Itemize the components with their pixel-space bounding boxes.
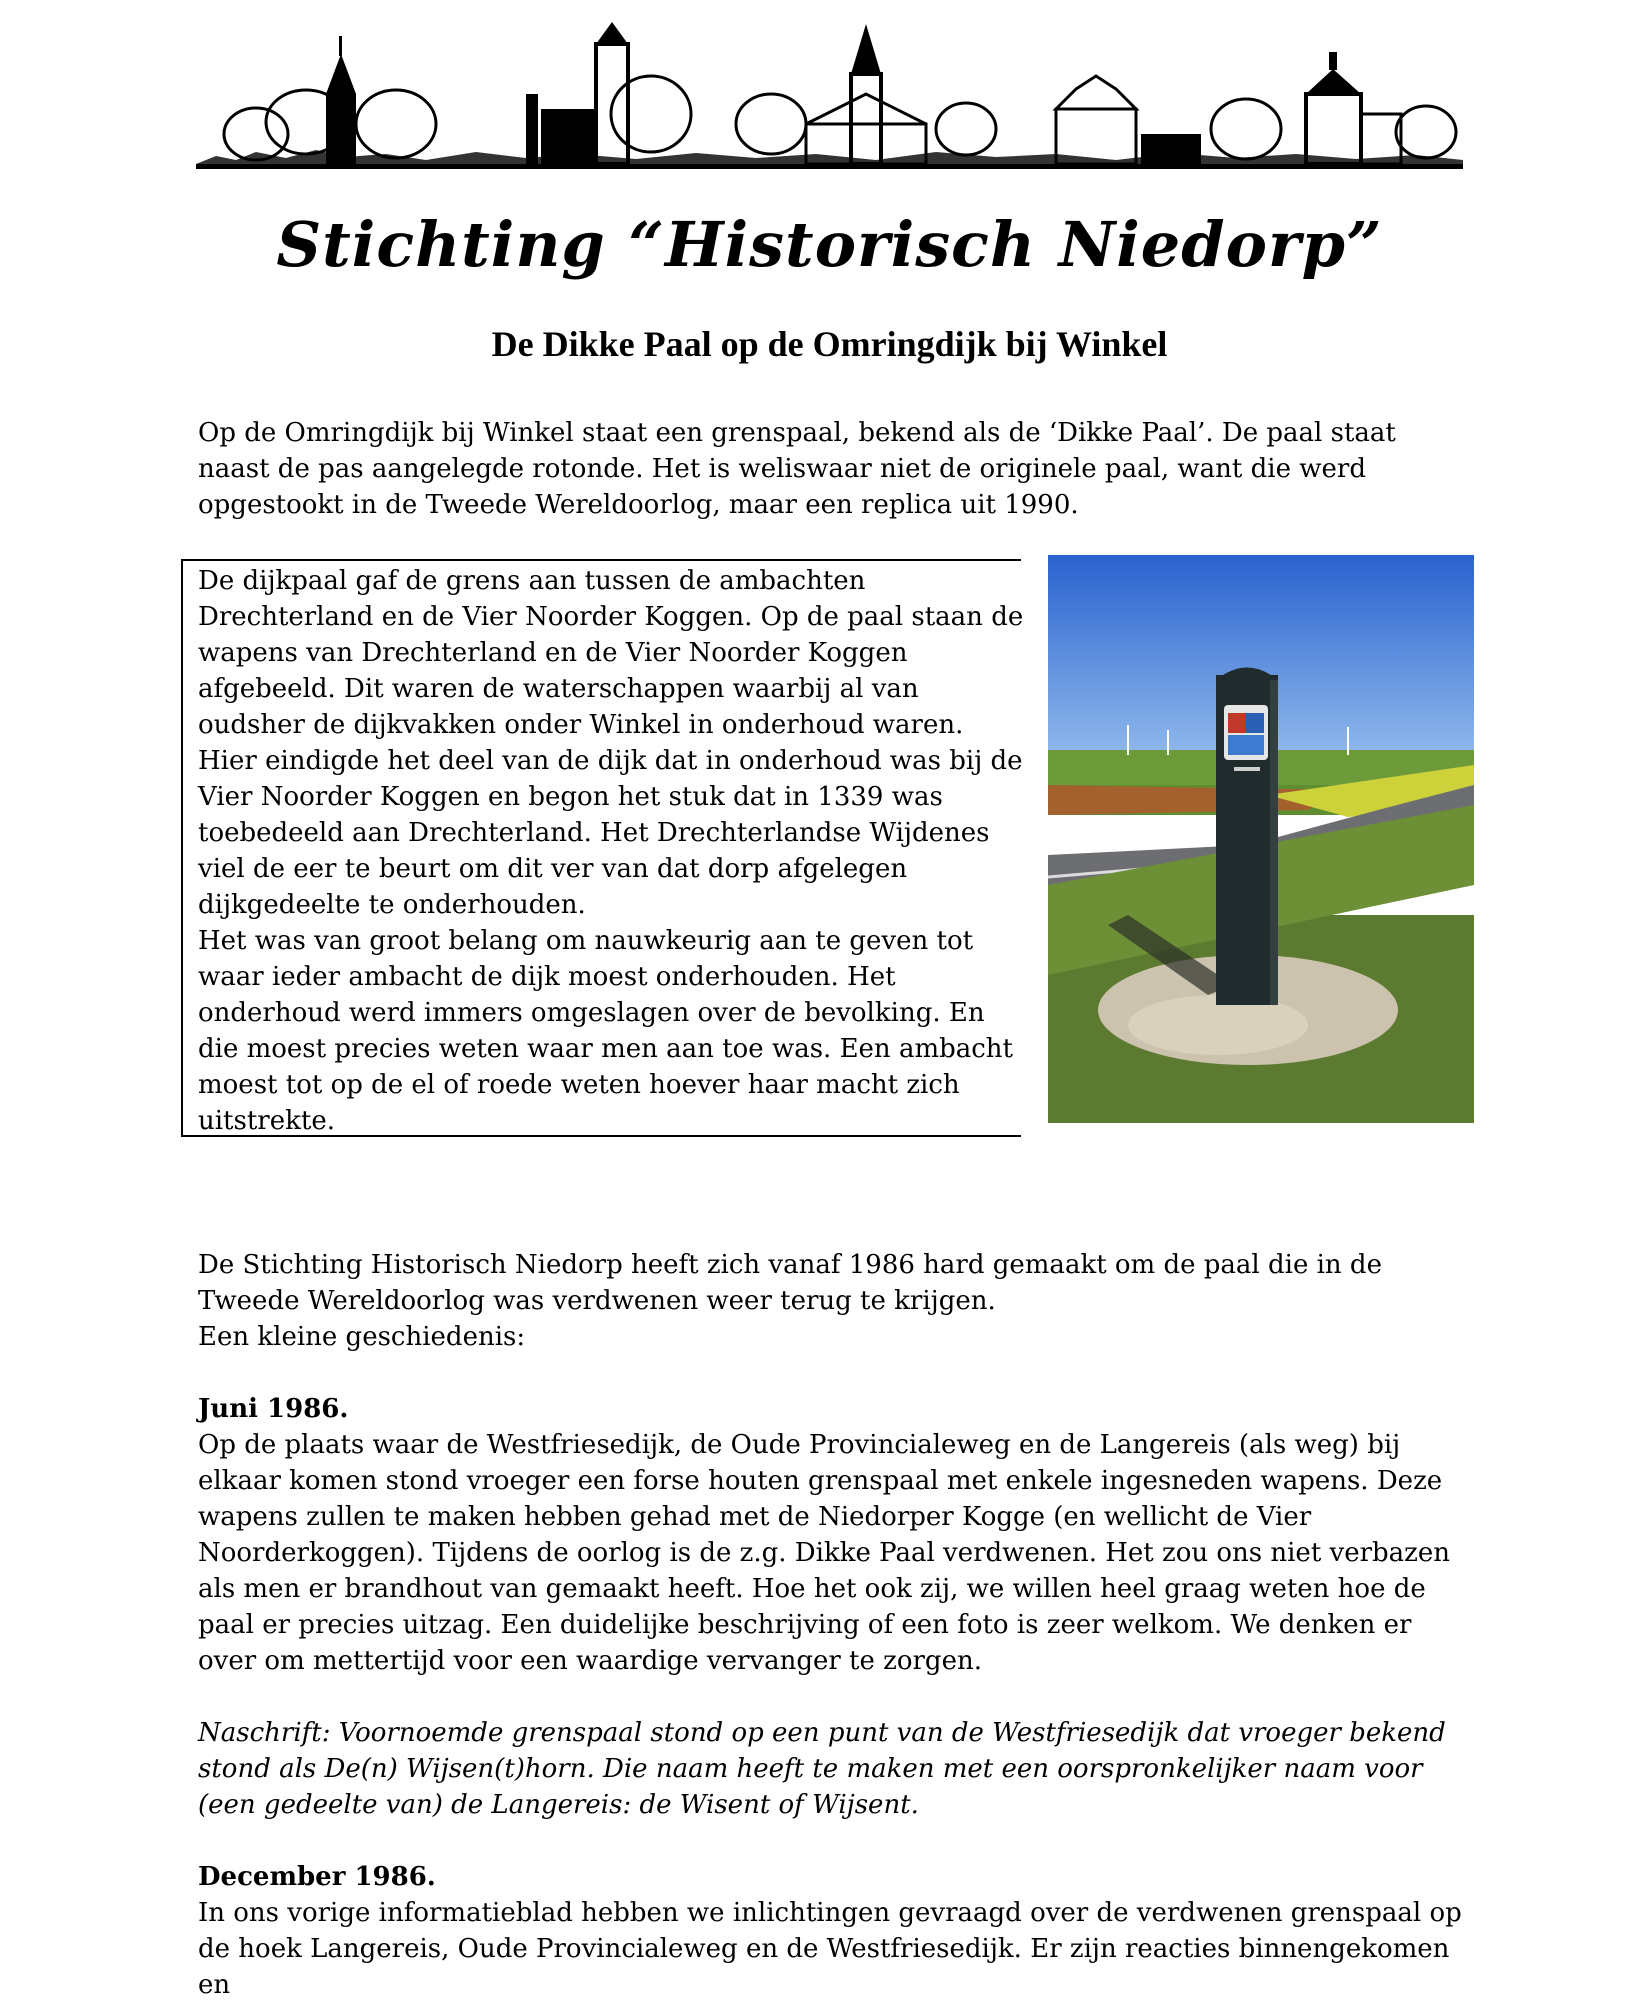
june-1986-heading: Juni 1986. [198, 1394, 349, 1424]
december-1986-heading: December 1986. [198, 1862, 436, 1892]
intro-text: Op de Omringdijk bij Winkel staat een grenspaal, bekend als de ‘Dikke Paal’. De paal staat naast de pas aangelegde rotonde. Het is weliswaar niet de originele paal, want die werd opgestookt in de Tweede Wereldoorlog, maar een replica uit 1990. [198, 418, 1396, 520]
history-section [198, 1247, 1463, 2003]
box-paragraph-2: Het was van groot belang om nauwkeurig aan te geven tot waar ieder ambacht de dijk moest onderhouden. Het onderhoud werd immers omgeslagen over de bevolking. En die moest precies weten waar men aan toe was. Een ambacht moest tot op de el of roede weten hoever haar macht zich uitstrekte. [198, 926, 1014, 1136]
june-1986-text: Op de plaats waar de Westfriesedijk, de Oude Provincialeweg en de Langereis (als weg) bij elkaar komen stond vroeger een forse houten grenspaal met enkele ingesneden wapens. Deze wapens zullen te maken hebben gehad met de Niedorper Kogge (en wellicht de Vier Noorderkoggen). Tijdens de oorlog is de z.g. Dikke Paal verdwenen. Het zou ons niet verbazen als men er brandhout van gemaakt heeft. Hoe het ook zij, we willen heel graag weten hoe de paal er precies uitzag. Een duidelijke beschrijving of een foto is zeer welkom. We denken er over om mettertijd voor een waardige vervanger te zorgen. [198, 1430, 1451, 1676]
intro-paragraph [198, 415, 1463, 523]
article-title: De Dikke Paal op de Omringdijk bij Winkel [491, 324, 1168, 364]
history-paragraph-2: Een kleine geschiedenis: [198, 1322, 526, 1352]
history-paragraph-1: De Stichting Historisch Niedorp heeft zich vanaf 1986 hard gemaakt om de paal die in de Tweede Wereldoorlog was verdwenen weer terug te krijgen. [198, 1250, 1382, 1316]
masthead-title: Stichting “Historisch Niedorp” [276, 208, 1383, 281]
village-skyline-illustration [196, 14, 1463, 176]
december-1986-text: In ons vorige informatieblad hebben we inlichtingen gevraagd over de verdwenen grenspaal op de hoek Langereis, Oude Provincialeweg en de Westfriesedijk. Er zijn reacties binnengekomen en [198, 1898, 1462, 2000]
boundary-post-photo [1048, 555, 1474, 1123]
info-box-text [198, 563, 1028, 1139]
postscript-text: Naschrift: Voornoemde grenspaal stond op een punt van de Westfriesedijk dat vroeger bekend stond als De(n) Wijsen(t)horn. Die naam heeft te maken met een oorspronkelijker naam voor (een gedeelte van) de Langereis: de Wisent of Wijsent. [198, 1718, 1446, 1820]
box-paragraph-1: De dijkpaal gaf de grens aan tussen de ambachten Drechterland en de Vier Noorder Koggen. Op de paal staan de wapens van Drechterland en de Vier Noorder Koggen afgebeeld. Dit waren de waterschappen waarbij al van oudsher de dijkvakken onder Winkel in onderhoud waren. Hier eindigde het deel van de dijk dat in onderhoud was bij de Vier Noorder Koggen en begon het stuk dat in 1339 was toebedeeld aan Drechterland. Het Drechterlandse Wijdenes viel de eer te beurt om dit ver van dat dorp afgelegen dijkgedeelte te onderhouden. [198, 566, 1024, 920]
